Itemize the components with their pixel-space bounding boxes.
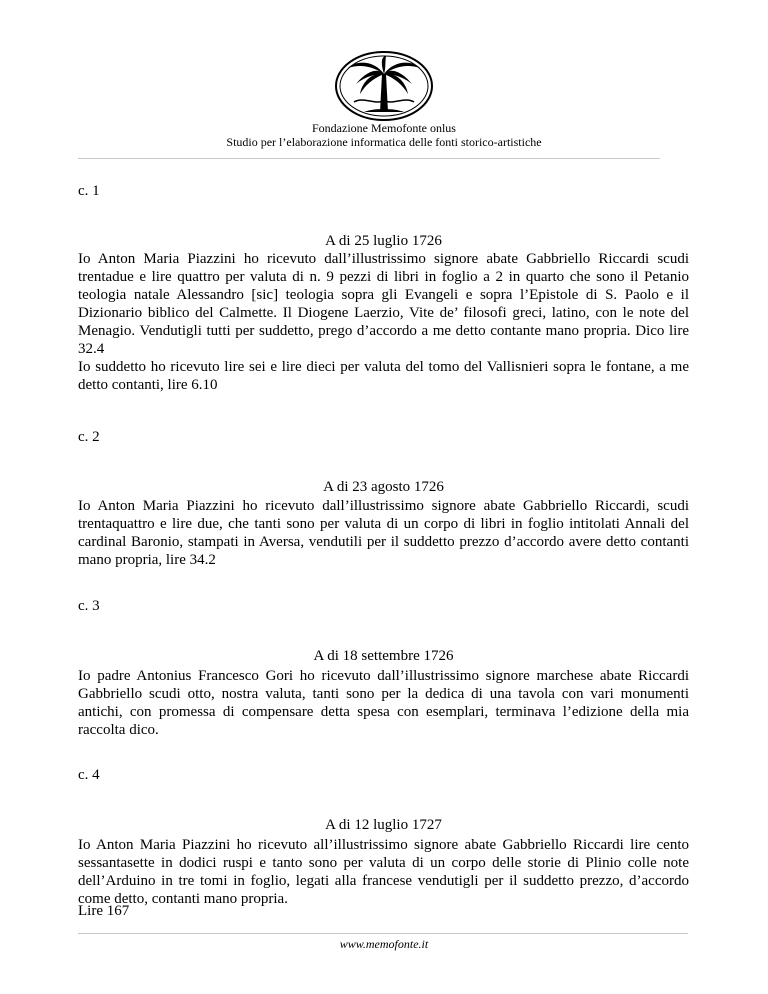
carta-number: c. 2: [78, 429, 100, 445]
entry-date: A di 18 settembre 1726: [313, 648, 454, 664]
entry-paragraph: Io Anton Maria Piazzini ho ricevuto dall’illustrissimo signore abate Gabbriello Riccardi, scudi trentaquattro e lire due, che tanti sono per valuta di un corpo di libri in foglio intitolati Annali del cardinal Baronio, stampati in Aversa, vendutili per il suddetto prezzo d’accordo avere detto contanti mano propria, lire 34.2: [78, 498, 689, 568]
carta-number: c. 4: [78, 767, 100, 783]
header-divider: [78, 158, 660, 159]
entry-paragraph: Io suddetto ho ricevuto lire sei e lire dieci per valuta del tomo del Vallisnieri sopra le fontane, a me detto contanti, lire 6.10: [78, 359, 689, 393]
palm-tree-emblem-icon: [334, 50, 434, 122]
entry-date: A di 23 agosto 1726: [323, 479, 444, 495]
organization-subtitle: Studio per l’elaborazione informatica delle fonti storico-artistiche: [226, 135, 542, 149]
carta-number: c. 3: [78, 598, 100, 614]
entry-paragraph: Io Anton Maria Piazzini ho ricevuto dall’illustrissimo signore abate Gabbriello Riccardi scudi trentadue e lire quattro per valuta di n. 9 pezzi di libri in foglio a 2 in quarto che sono il Petanio teologia natale Alessandro [sic] teologia sopra gli Evangeli e sopra l’Epistole di S. Paolo e il Dizionario biblico del Calmette. Il Diogene Laerzio, Vite de’ filosofi greci, latino, con le note del Menagio. Vendutigli tutti per suddetto, prego d’accordo a me detto contante mano propria. Dico lire 32.4: [78, 251, 689, 357]
entry-paragraph: Lire 167: [78, 903, 130, 919]
footer-url: www.memofonte.it: [339, 937, 429, 951]
entry-paragraph: Io padre Antonius Francesco Gori ho ricevuto dall’illustrissimo signore marchese abate Riccardi Gabbriello scudi otto, nostra valuta, tanti sono per la dedica di una tavola con vari monumenti antichi, con promessa di compensare detta spesa con esemplari, terminava l’edizione della mia raccolta dico.: [78, 668, 689, 738]
entry-date: A di 12 luglio 1727: [325, 817, 442, 833]
organization-name: Fondazione Memofonte onlus: [312, 121, 456, 135]
entry-paragraph: Io Anton Maria Piazzini ho ricevuto all’illustrissimo signore abate Gabbriello Riccardi lire cento sessantasette in dodici ruspi e tanto sono per valuta di un corpo delle storie di Plinio colle note dell’Arduino in tre tomi in foglio, legati alla francese vendutigli per il suddetto prezzo, d’accordo come detto, contanti mano propria.: [78, 837, 689, 907]
carta-number: c. 1: [78, 183, 100, 199]
footer-divider: [78, 933, 688, 934]
memofonte-logo: [334, 50, 434, 122]
entry-date: A di 25 luglio 1726: [325, 233, 442, 249]
